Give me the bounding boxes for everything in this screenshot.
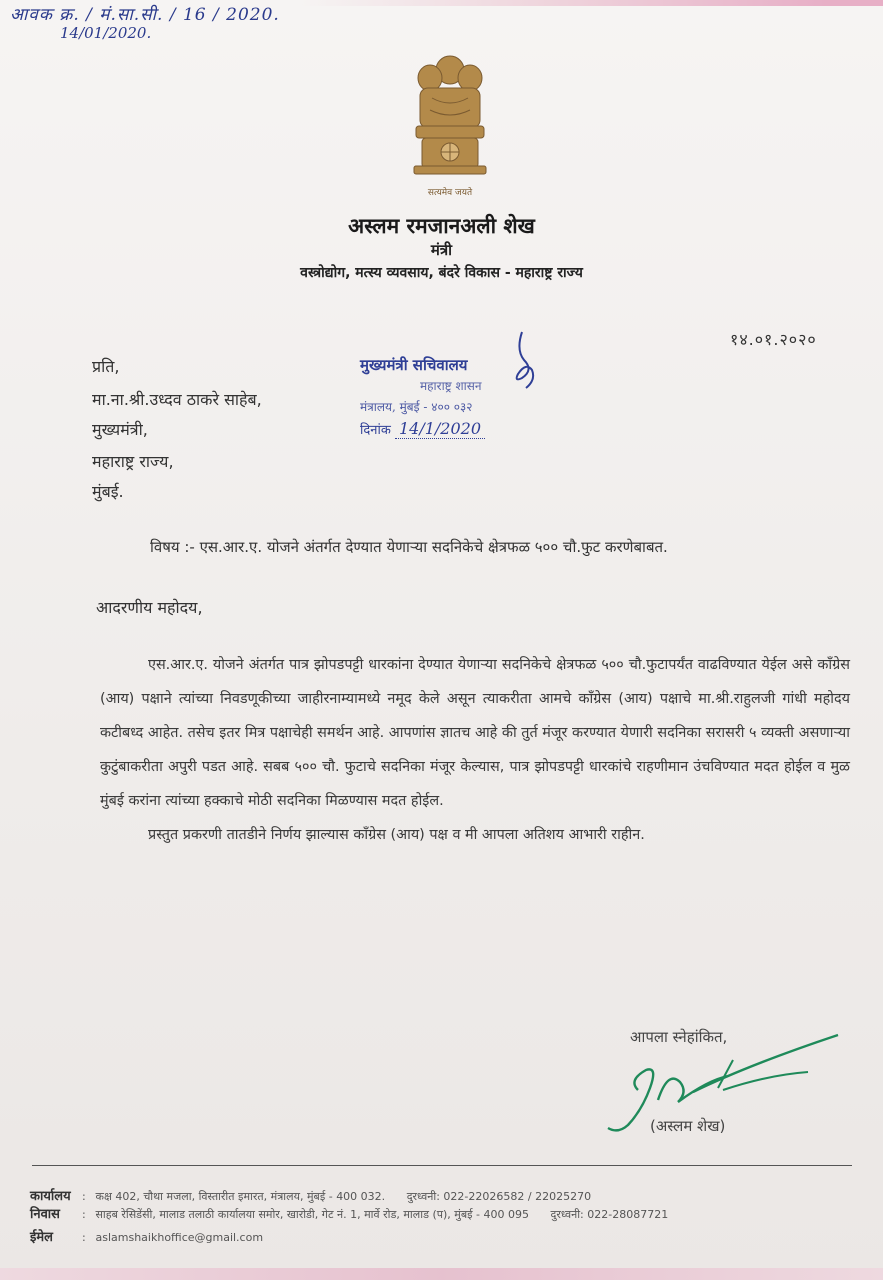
footer-office-phone: दुरध्वनी: 022-22026582 / 22025270 [406,1190,592,1203]
recipient-line-1: प्रति, [92,357,120,376]
closing-phrase: आपला स्नेहांकित, [630,1028,728,1046]
recipient-line-3: मुख्यमंत्री, [92,420,148,439]
receipt-stamp [360,355,600,438]
letter-subject: विषय :- एस.आर.ए. योजने अंतर्गत देण्यात येणाऱ्या सदनिकेचे क्षेत्रफळ ५०० चौ.फुट करणेबाबत. [150,538,668,556]
footer-office: कार्यालय : कक्ष 402, चौथा मजला, विस्तारीत इमारत, मंत्रालय, मुंबई - 400 032. दुरध्वनी: 022-22026582 / 22025270 [30,1186,591,1204]
stamp-government: महाराष्ट्र शासन [420,379,482,393]
footer-email-label: ईमेल [30,1230,53,1245]
recipient-line-5: मुंबई. [92,482,124,501]
body-paragraph-2: प्रस्तुत प्रकरणी तातडीने निर्णय झाल्यास कॉंग्रेस (आय) पक्ष व मी आपला अतिशय आभारी राहीन. [148,827,645,843]
emblem-motto: सत्यमेव जयते [427,188,473,198]
footer-residence-label: निवास [30,1207,60,1222]
footer-residence-address: साहब रेसिडेंसी, मालाड तलाठी कार्यालया समोर, खारोडी, गेट नं. 1, मार्वे रोड, मालाड (प), मुंबई - 400 095 [95,1208,530,1221]
handwritten-inward-date: 14/01/2020. [60,24,152,42]
body-paragraph-1: एस.आर.ए. योजने अंतर्गत पात्र झोपडपट्टी धारकांना देण्यात येणाऱ्या सदनिकेचे क्षेत्रफळ ५०० चौ.फुटापर्यंत वाढविण्यात येईल असे कॉंग्रेस (आय) पक्षाने त्यांच्या निवडणूकीच्या जाहीरनाम्यामध्ये नमूद केले असून त्याकरीता आमचे कॉंग्रेस (आय) पक्षाचे मा.श्री.राहुलजी गांधी महोदय कटीबध्द आहेत. तसेच इतर मित्र पक्षाचेही समर्थन आहे. आपणांस ज्ञातच आहे की तुर्त मंजूर करण्यात येणारी सदनिका सरासरी ५ व्यक्ती असणाऱ्या कुटुंबाकरीता अपुरी पडत आहे. सबब ५०० चौ. फुटाचे सदनिका मंजूर केल्यास, पात्र झोपडपट्टी धारकांचे राहणीमान उंचविण्यात मदत होईल व मुळ मुंबई करांना त्यांच्या हक्काचे मोठी सदनिका मिळण्यास मदत होईल. [100,657,850,809]
stamp-address: मंत्रालय, मुंबई - ४०० ०३२ [360,400,473,414]
footer-office-label: कार्यालय [30,1189,71,1204]
footer-divider [32,1165,852,1166]
paper-edge-strip [300,0,883,6]
footer-email: ईमेल : aslamshaikhoffice@gmail.com [30,1227,263,1245]
stamp-office: मुख्यमंत्री सचिवालय [360,356,468,374]
handwritten-inward-number: आवक क्र. / मं.सा.सी. / 16 / 2020. [10,5,280,25]
stamp-date-value: 14/1/2020 [395,419,485,439]
recipient-line-4: महाराष्ट्र राज्य, [92,452,174,471]
stamp-date-label: दिनांक [360,423,391,438]
signatory-name: (अस्लम शेख) [650,1117,726,1135]
letter-date: १४.०१.२०२० [730,330,817,349]
footer-email-address: aslamshaikhoffice@gmail.com [95,1231,264,1244]
minister-name: अस्लम रमजानअली शेख [348,214,535,238]
paper-bottom-strip [0,1268,883,1280]
national-emblem-icon [402,48,498,183]
recipient-line-2: मा.ना.श्री.उध्दव ठाकरे साहेब, [92,390,262,409]
letter-body [100,648,850,852]
footer-residence: निवास : साहब रेसिडेंसी, मालाड तलाठी कार्यालया समोर, खारोडी, गेट नं. 1, मार्वे रोड, मालाड (प), मुंबई - 400 095 दुरध्वनी: 022-28087721 [30,1204,668,1222]
minister-post: मंत्री [430,241,453,259]
minister-departments: वस्त्रोद्योग, मत्स्य व्यवसाय, बंदरे विकास - महाराष्ट्र राज्य [300,265,583,281]
stamp-date-row [360,419,600,438]
footer-residence-phone: दुरध्वनी: 022-28087721 [550,1208,669,1221]
salutation: आदरणीय महोदय, [96,598,203,617]
footer-office-address: कक्ष 402, चौथा मजला, विस्तारीत इमारत, मंत्रालय, मुंबई - 400 032. [95,1190,386,1203]
